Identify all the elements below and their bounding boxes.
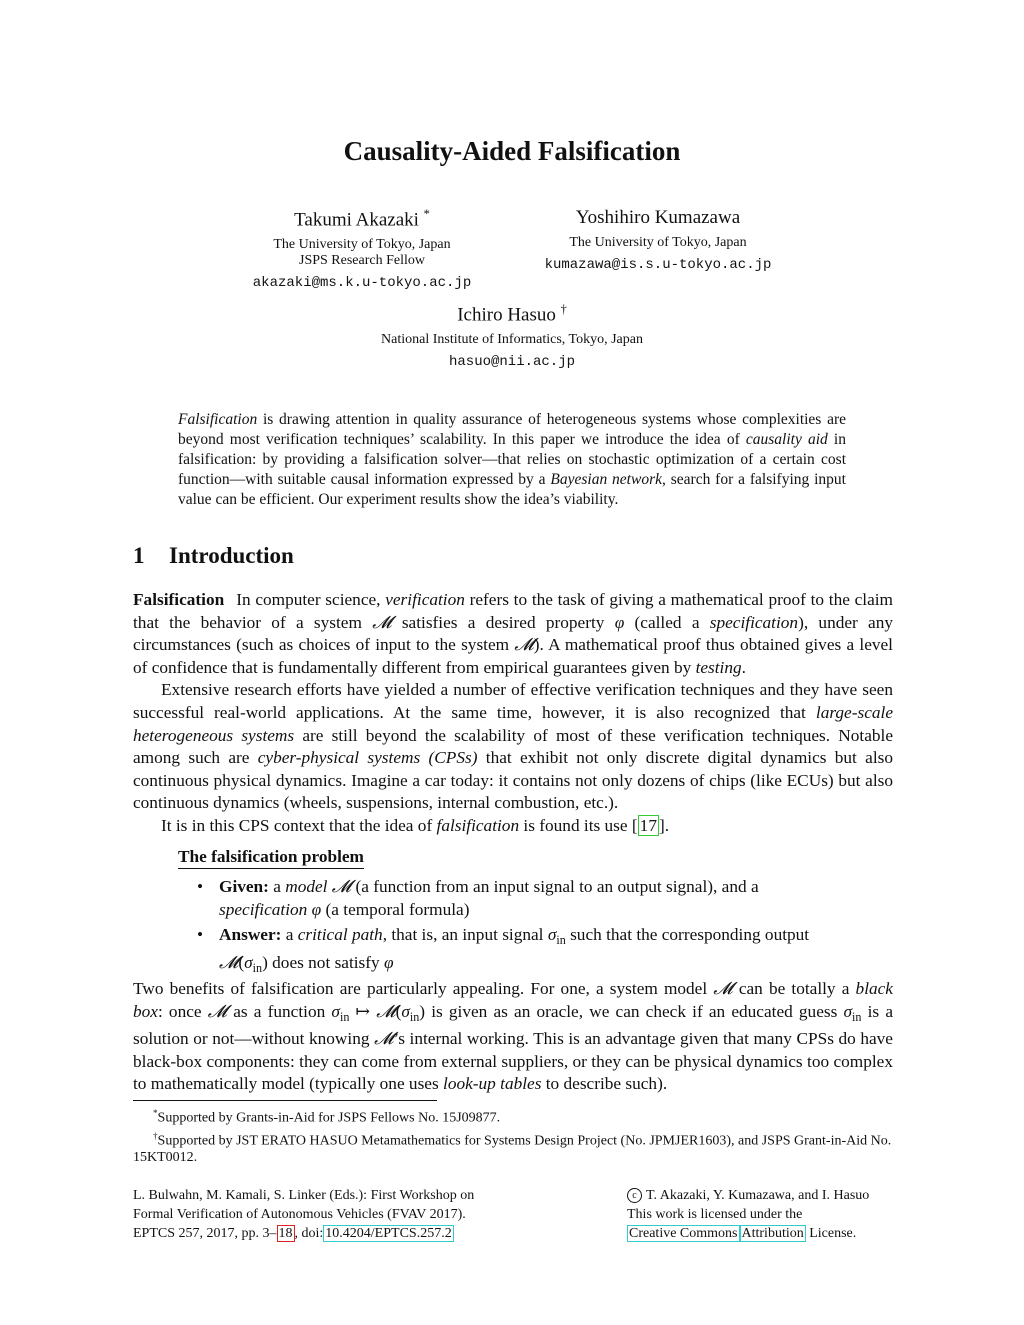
list-item: • Answer: a critical path, that is, an input signal $\sigma_{in}$ such that the corresponding output $𝓜(\sigma_{in})$ does not satisfy φ [197,925,810,975]
attribution-link[interactable]: Attribution [741,1226,804,1241]
section-number: 1 [133,543,145,568]
section-heading [133,543,294,569]
bullet-icon: • [197,925,204,945]
author-name: Yoshihiro Kumazawa [575,207,741,228]
license-info: c T. Akazaki, Y. Kumazawa, and I. Hasuo This work is licensed under the Creative Commons Attribution License. [627,1188,870,1241]
problem-definition-list [197,876,847,982]
bullet-icon: • [197,877,204,896]
model-symbol: 𝓜 [372,612,392,632]
intro-paragraphs [133,589,893,838]
run-in-heading: Falsification [133,590,225,609]
footnotes [133,1105,893,1167]
abstract: Falsification is drawing attention in quality assurance of heterogeneous systems whose complexities are beyond most verification techniques’ scalability. In this paper we introduce the idea of causality aid in falsification: by providing a falsification solver—that relies on stochastic optimization of a certain cost function—with suitable causal information expressed by a Bayesian network, search for a falsifying input value can be efficient. Our experiment results show the idea’s viability. [178,411,846,508]
author-name: Ichiro Hasuo [457,304,556,326]
author-block-2 [502,207,814,273]
list-item: • Given: a model 𝓜 (a function from an input signal to an output signal), and a specification φ (a temporal formula) [197,877,759,919]
paragraph-cps-context: It is in this CPS context that the idea of falsification is found its use [ 17 ]. [161,815,670,835]
footnote: †Supported by JST ERATO HASUO Metamathematics for Systems Design Project (No. JPMJER1603), and JSPS Grant-in-Aid No. 15KT0012. [133,1130,892,1166]
affiliation: The University of Tokyo, Japan [569,235,747,250]
author-email[interactable]: hasuo@nii.ac.jp [448,354,576,371]
author-block-1 [206,207,518,291]
footnote-mark: † [560,302,567,316]
paragraph-benefits: Two benefits of falsification are particularly appealing. For one, a system model 𝓜 can be totally a black box: once 𝓜 as a function $\sigma_{in}$ ↦ $𝓜(\sigma_{in})$ is given as an oracle, we can check if an educated guess $\sigma_{in}$ is a solution or not—without knowing 𝓜’s internal working. This is an advantage given that many CPSs do have black-box components: they can come from external suppliers, or they can be physical dynamics too complex to mathematically model (typically one uses look-up tables to describe such). [133,979,893,1094]
author-email[interactable]: akazaki@ms.k.u-tokyo.ac.jp [252,275,472,292]
paragraph-research: Extensive research efforts have yielded a number of effective verification techniques and they have seen successful real-world applications. At the same time, however, it is also recognized that large-scale heterogeneous systems are still beyond the scalability of most of these verification techniques. Notable among such are cyber-physical systems (CPSs) that exhibit not only discrete digital dynamics but also continuous physical dynamics. Imagine a car today: it contains not only dozens of chips (like ECUs) but also continuous dynamics (wheels, suspensions, internal combustion, etc.). [133,680,893,813]
paragraph-falsification: Falsification In computer science, verification refers to the task of giving a mathematical proof to the claim that the behavior of a system 𝓜 satisfies a desired property φ (called a specification), under any circumstances (such as choices of input to the system 𝓜). A mathematical proof thus obtained gives a level of confidence that is fundamentally different from empirical guarantees given by testing. [133,590,894,677]
problem-box-title: The falsification problem [178,847,364,869]
last-page-link[interactable]: 18 [278,1226,293,1241]
paper-title: Causality-Aided Falsification [343,136,681,166]
section-title: Introduction [169,543,294,568]
doi-link[interactable]: 10.4204/EPTCS.257.2 [325,1226,452,1241]
affiliation: JSPS Research Fellow [299,253,425,269]
author-email[interactable]: kumazawa@is.s.u-tokyo.ac.jp [544,257,772,273]
footnote-divider [133,1100,437,1101]
copyright-icon: c [627,1188,642,1203]
creative-commons-link[interactable]: Creative Commons [629,1226,738,1241]
citation-link[interactable]: 17 [639,815,657,835]
affiliation: National Institute of Informatics, Tokyo, Japan [381,332,643,348]
footnote-mark: * [423,207,430,221]
publication-info: L. Bulwahn, M. Kamali, S. Linker (Eds.): First Workshop on Formal Verification of Autonomous Vehicles (FVAV 2017). EPTCS 257, 2017, pp. 3– 18 , doi: 10.4204/EPTCS.257.2 [133,1188,475,1241]
author-name: Takumi Akazaki [294,209,419,231]
footnote: *Supported by Grants-in-Aid for JSPS Fellows No. 15J09877. [153,1108,501,1126]
author-block-3 [312,302,712,370]
affiliation: The University of Tokyo, Japan [273,237,451,253]
